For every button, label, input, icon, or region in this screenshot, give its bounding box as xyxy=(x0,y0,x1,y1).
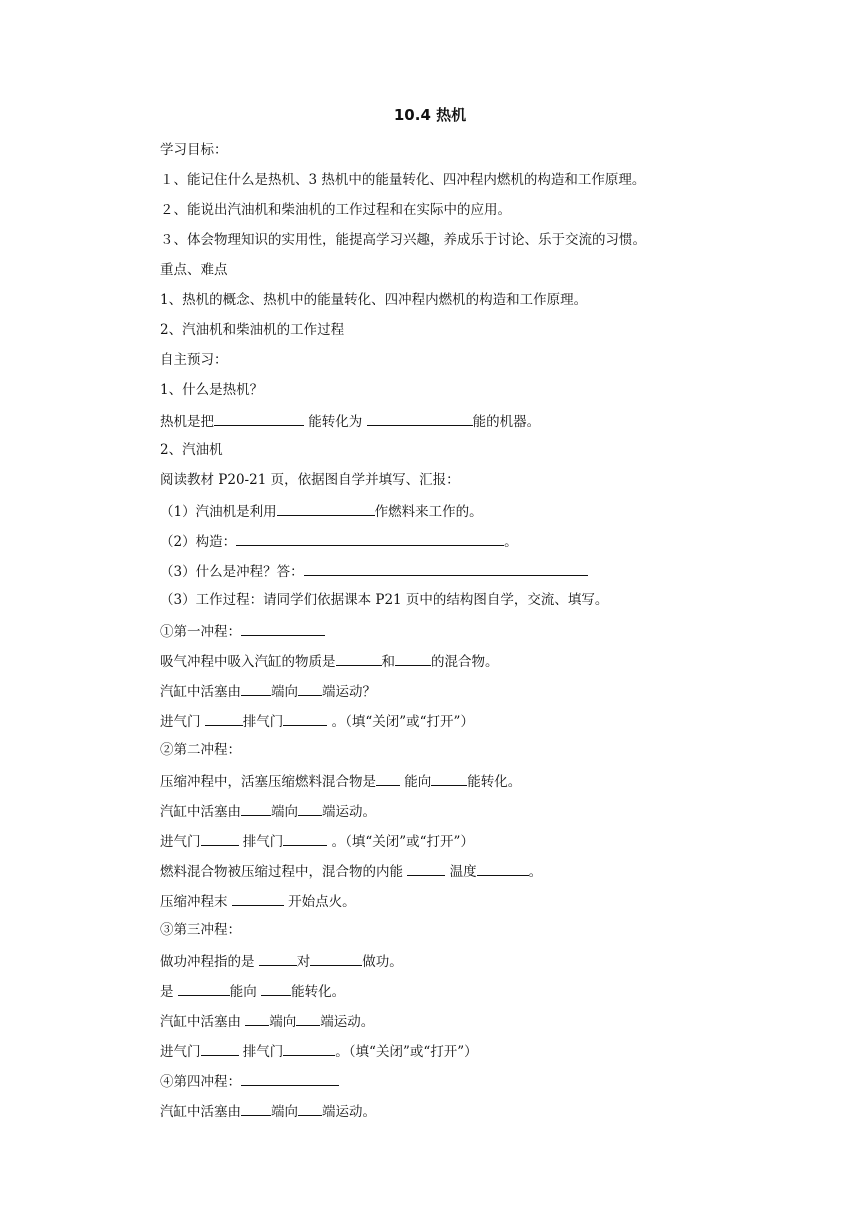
text-segment: 作燃料来工作的。 xyxy=(374,504,483,520)
text-segment: 做功冲程指的是 xyxy=(160,954,259,970)
text-line xyxy=(160,500,483,522)
fill-in-blank xyxy=(259,950,297,966)
text-segment: 吸气冲程中吸入汽缸的物质是 xyxy=(160,654,336,670)
text-segment: 开始点火。 xyxy=(283,894,356,910)
text-line xyxy=(160,980,345,1002)
text-segment: 汽缸中活塞由 xyxy=(160,1014,246,1030)
text-segment: 端向 xyxy=(271,1104,298,1120)
text-segment: 能转化。 xyxy=(291,984,346,1000)
text-segment: ３、体会物理知识的实用性，能提高学习兴趣，养成乐于讨论、乐于交流的习惯。 xyxy=(160,232,646,248)
text-segment: 是 xyxy=(160,984,178,1000)
text-line xyxy=(160,260,228,280)
text-segment: 能转化。 xyxy=(467,774,522,790)
text-line xyxy=(160,830,474,852)
text-segment: 重点、难点 xyxy=(160,262,228,278)
text-line xyxy=(160,320,344,340)
text-line xyxy=(160,1010,374,1032)
text-segment: 端向 xyxy=(271,684,298,700)
fill-in-blank xyxy=(241,1070,339,1086)
text-segment: ①第一冲程： xyxy=(160,624,241,640)
text-segment: 。（填“关闭”或“打开”） xyxy=(335,1044,478,1060)
fill-in-blank xyxy=(477,860,529,876)
fill-in-blank xyxy=(205,710,243,726)
fill-in-blank xyxy=(241,1100,271,1116)
text-line xyxy=(160,1100,376,1122)
fill-in-blank xyxy=(236,530,504,546)
text-segment: 端运动？ xyxy=(322,684,376,700)
fill-in-blank xyxy=(298,1100,322,1116)
fill-in-blank xyxy=(283,1040,335,1056)
text-line xyxy=(160,350,228,370)
text-segment: 阅读教材 P20-21 页，依据图自学并填写、汇报： xyxy=(160,472,460,488)
text-line xyxy=(160,170,645,190)
fill-in-blank xyxy=(241,620,325,636)
text-line xyxy=(160,620,325,642)
text-segment: 汽缸中活塞由 xyxy=(160,684,241,700)
text-line xyxy=(160,890,356,912)
text-line xyxy=(160,920,241,940)
fill-in-blank xyxy=(296,1010,320,1026)
text-line xyxy=(160,740,241,760)
fill-in-blank xyxy=(261,980,291,996)
text-segment: 能转化为 xyxy=(304,414,367,430)
text-segment: ２、能说出汽油机和柴油机的工作过程和在实际中的应用。 xyxy=(160,202,511,218)
text-line xyxy=(160,380,263,400)
text-line xyxy=(160,230,646,250)
fill-in-blank xyxy=(277,500,375,516)
text-segment: 端运动。 xyxy=(320,1014,375,1030)
text-segment: ②第二冲程： xyxy=(160,742,241,758)
text-segment: 排气门 xyxy=(238,1044,284,1060)
text-line xyxy=(160,440,223,460)
fill-in-blank xyxy=(304,560,588,576)
text-segment: （1）汽油机是利用 xyxy=(160,504,277,520)
text-line xyxy=(160,770,521,792)
text-segment: 能向 xyxy=(229,984,262,1000)
text-line xyxy=(160,650,499,672)
text-segment: 自主预习： xyxy=(160,352,228,368)
text-segment: （3）什么是冲程？答： xyxy=(160,564,304,580)
text-segment: 温度 xyxy=(445,864,477,880)
text-segment: 汽缸中活塞由 xyxy=(160,1104,241,1120)
text-segment: 学习目标： xyxy=(160,142,228,158)
text-line xyxy=(160,470,460,490)
text-segment: ③第三冲程： xyxy=(160,922,241,938)
text-line xyxy=(160,410,540,432)
text-segment: 端运动。 xyxy=(322,804,376,820)
text-segment: 。 xyxy=(528,864,543,880)
text-line xyxy=(160,140,228,160)
text-segment: 进气门 xyxy=(160,834,201,850)
fill-in-blank xyxy=(367,410,473,426)
text-segment: 端向 xyxy=(269,1014,297,1030)
text-line xyxy=(160,590,608,610)
text-segment: 。（填“关闭”或“打开”） xyxy=(327,714,474,730)
fill-in-blank xyxy=(245,1010,269,1026)
text-segment: 能向 xyxy=(400,774,432,790)
text-line xyxy=(160,560,588,582)
text-segment: 压缩冲程中，活塞压缩燃料混合物是 xyxy=(160,774,376,790)
fill-in-blank xyxy=(241,680,271,696)
text-line xyxy=(160,290,587,310)
fill-in-blank xyxy=(283,710,327,726)
text-segment: １、能记住什么是热机、3 热机中的能量转化、四冲程内燃机的构造和工作原理。 xyxy=(160,172,646,188)
text-segment: 对 xyxy=(296,954,311,970)
fill-in-blank xyxy=(178,980,230,996)
text-segment: 。 xyxy=(504,534,518,550)
text-line xyxy=(160,530,518,552)
text-line xyxy=(160,950,403,972)
text-segment: 。（填“关闭”或“打开”） xyxy=(327,834,474,850)
text-segment: 端运动。 xyxy=(322,1104,376,1120)
text-segment: 汽缸中活塞由 xyxy=(160,804,241,820)
text-segment: 热机是把 xyxy=(160,414,214,430)
text-segment: 进气门 xyxy=(160,1044,201,1060)
fill-in-blank xyxy=(298,680,322,696)
text-segment: 压缩冲程末 xyxy=(160,894,232,910)
text-line xyxy=(160,1070,339,1092)
text-line xyxy=(160,680,376,702)
fill-in-blank xyxy=(201,1040,239,1056)
text-segment: 燃料混合物被压缩过程中，混合物的内能 xyxy=(160,864,408,880)
fill-in-blank xyxy=(214,410,304,426)
text-line xyxy=(160,1040,478,1062)
fill-in-blank xyxy=(232,890,284,906)
text-segment: 和 xyxy=(381,654,395,670)
text-line xyxy=(160,200,511,220)
fill-in-blank xyxy=(336,650,382,666)
fill-in-blank xyxy=(298,800,322,816)
fill-in-blank xyxy=(376,770,400,786)
text-segment: （2）构造： xyxy=(160,534,237,550)
fill-in-blank xyxy=(431,770,467,786)
text-line xyxy=(160,860,542,882)
text-segment: 进气门 xyxy=(160,714,205,730)
text-segment: 排气门 xyxy=(242,714,284,730)
fill-in-blank xyxy=(283,830,327,846)
fill-in-blank xyxy=(407,860,445,876)
text-segment: ④第四冲程： xyxy=(160,1074,241,1090)
text-segment: 1、什么是热机？ xyxy=(160,382,264,398)
fill-in-blank xyxy=(241,800,271,816)
text-line xyxy=(160,710,474,732)
text-segment: 1、热机的概念、热机中的能量转化、四冲程内燃机的构造和工作原理。 xyxy=(160,292,588,308)
text-segment: （3）工作过程：请同学们依据课本 P21 页中的结构图自学，交流、填写。 xyxy=(160,592,609,608)
text-segment: 排气门 xyxy=(238,834,284,850)
text-segment: 做功。 xyxy=(362,954,403,970)
fill-in-blank xyxy=(310,950,362,966)
text-segment: 2、汽油机和柴油机的工作过程 xyxy=(160,322,345,338)
text-segment: 的混合物。 xyxy=(431,654,499,670)
page-title: 10.4 热机 xyxy=(393,106,467,124)
fill-in-blank xyxy=(201,830,239,846)
text-segment: 2、汽油机 xyxy=(160,442,223,458)
text-segment: 能的机器。 xyxy=(472,414,541,430)
text-segment: 端向 xyxy=(271,804,298,820)
fill-in-blank xyxy=(395,650,431,666)
text-line xyxy=(160,800,376,822)
